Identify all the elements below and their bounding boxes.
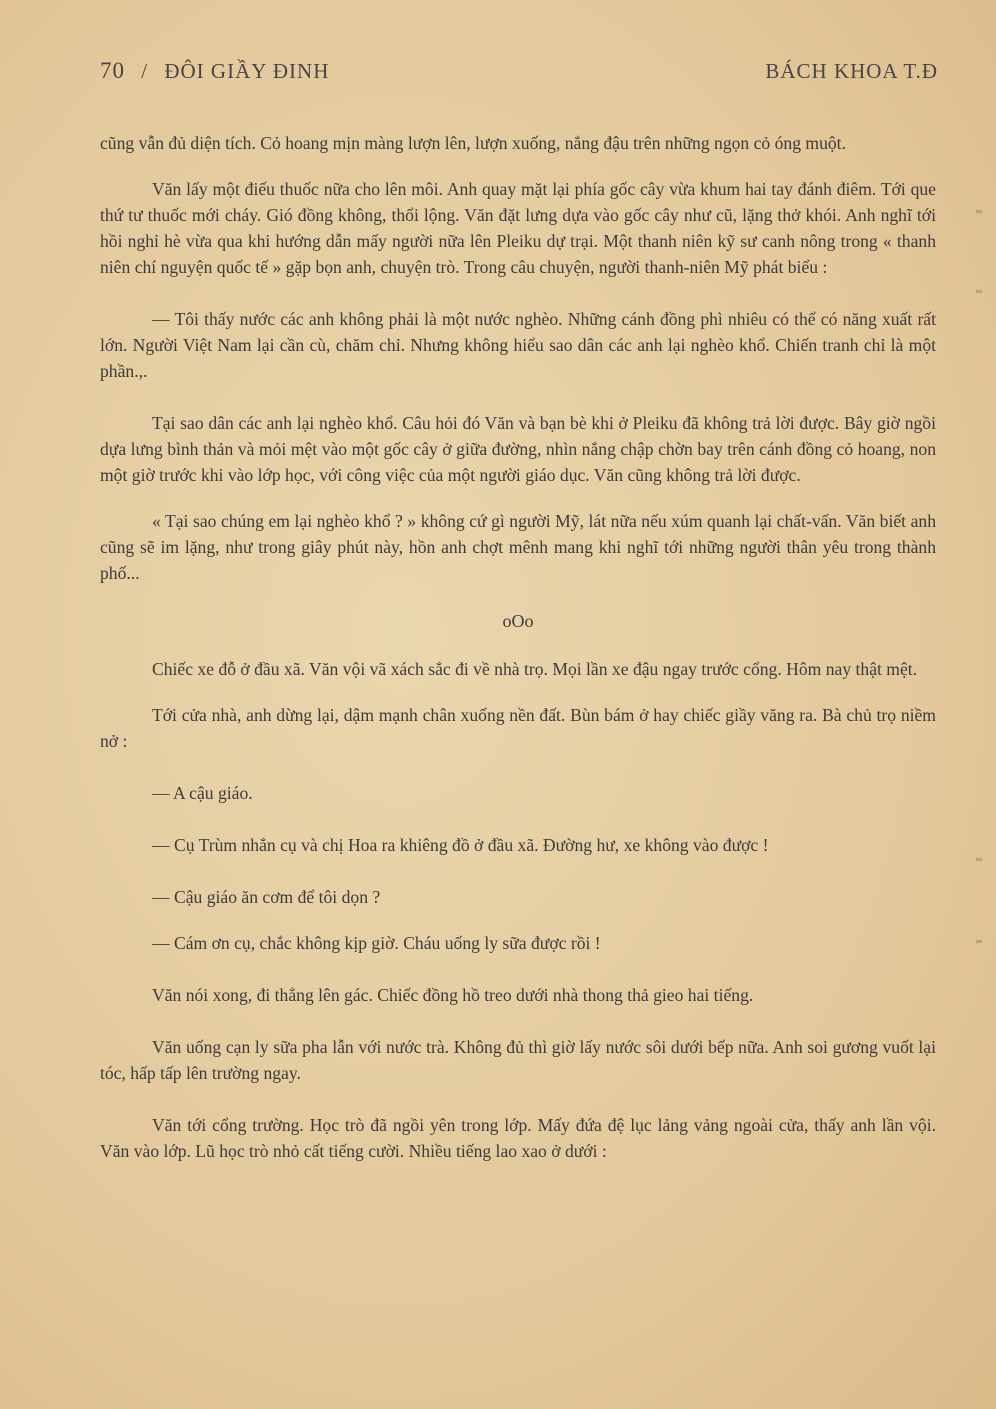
margin-mark <box>976 210 982 213</box>
section-break: oOo <box>502 611 534 631</box>
paragraph: cũng vẫn đủ diện tích. Cỏ hoang mịn màng lượn lên, lượn xuống, nắng đậu trên những ngọn cỏ óng muột. <box>100 133 846 153</box>
dialogue-paragraph: — Tôi thấy nước các anh không phải là một nước nghèo. Những cánh đồng phì nhiêu có thể có năng xuất rất lớn. Người Việt Nam lại cần cù, chăm chỉ. Nhưng không hiểu sao dân các anh lại nghèo khổ. Chiến tranh chỉ là một phần.,. <box>100 309 936 381</box>
margin-mark <box>976 290 982 293</box>
paragraph: Chiếc xe đỗ ở đầu xã. Văn vội vã xách sắc đi về nhà trọ. Mọi lần xe đậu ngay trước cổng. Hôm nay thật mệt. <box>152 659 918 679</box>
paragraph: Văn lấy một điếu thuốc nữa cho lên môi. Anh quay mặt lại phía gốc cây vừa khum hai tay đánh điêm. Tới que thứ tư thuốc mới cháy. Gió đồng không, thổi lộng. Văn đặt lưng dựa vào gốc cây như cũ, lặng thở khói. Anh nghĩ tới hồi nghỉ hè vừa qua khi hướng dẫn mấy người nữa lên Pleiku dự trại. Một thanh niên kỹ sư canh nông trong « thanh niên chí nguyện quốc tế » gặp bọn anh, chuyện trò. Trong câu chuyện, người thanh-niên Mỹ phát biểu : <box>100 179 936 277</box>
margin-mark <box>976 940 982 943</box>
paragraph: Văn tới cổng trường. Học trò đã ngồi yên trong lớp. Mấy đứa đệ lục lảng vảng ngoài cửa, thấy anh lần vội. Văn vào lớp. Lũ học trò nhỏ cất tiếng cười. Nhiều tiếng lao xao ở dưới : <box>100 1115 936 1161</box>
paragraph: « Tại sao chúng em lại nghèo khổ ? » không cứ gì người Mỹ, lát nữa nếu xúm quanh lại chất-vấn. Văn biết anh cũng sẽ im lặng, như trong giây phút này, hồn anh chợt mênh mang khi nghĩ tới những người thân yêu trong thành phố... <box>100 511 936 583</box>
paragraph: Tới cửa nhà, anh dừng lại, dậm mạnh chân xuống nền đất. Bùn bám ở hay chiếc giầy văng ra. Bà chủ trọ niềm nở : <box>100 705 936 751</box>
page-header <box>100 58 938 84</box>
paragraph: Văn nói xong, đi thẳng lên gác. Chiếc đồng hồ treo dưới nhà thong thả gieo hai tiếng. <box>152 985 754 1005</box>
paragraph: Tại sao dân các anh lại nghèo khổ. Câu hỏi đó Văn và bạn bè khi ở Pleiku đã không trả lời được. Bây giờ ngồi dựa lưng bình thản và mỏi mệt vào một gốc cây ở giữa đường, nhìn nắng chập chờn bay trên cánh đồng cỏ hoang, non một giờ trước khi vào lớp học, với công việc của một người giáo dục. Văn cũng không trả lời được. <box>100 413 936 485</box>
dialogue-line: — Cụ Trùm nhắn cụ và chị Hoa ra khiêng đồ ở đầu xã. Đường hư, xe không vào được ! <box>152 835 769 855</box>
dialogue-line: — A cậu giáo. <box>152 783 253 803</box>
article-body <box>100 130 936 1164</box>
margin-mark <box>976 858 982 861</box>
story-title: ĐÔI GIẦY ĐINH <box>164 59 330 83</box>
dialogue-line: — Cậu giáo ăn cơm để tôi dọn ? <box>152 887 381 907</box>
dialogue-line: — Cám ơn cụ, chắc không kịp giờ. Cháu uống ly sữa được rồi ! <box>152 933 601 953</box>
paragraph: Văn uống cạn ly sữa pha lẫn với nước trà. Không đủ thì giờ lấy nước sôi dưới bếp nữa. Anh soi gương vuốt lại tóc, hấp tấp lên trường ngay. <box>100 1037 936 1083</box>
page-number: 70 <box>100 58 125 83</box>
header-left <box>100 58 339 84</box>
magazine-name: BÁCH KHOA T.Đ <box>765 59 938 83</box>
header-separator: / <box>141 59 149 83</box>
